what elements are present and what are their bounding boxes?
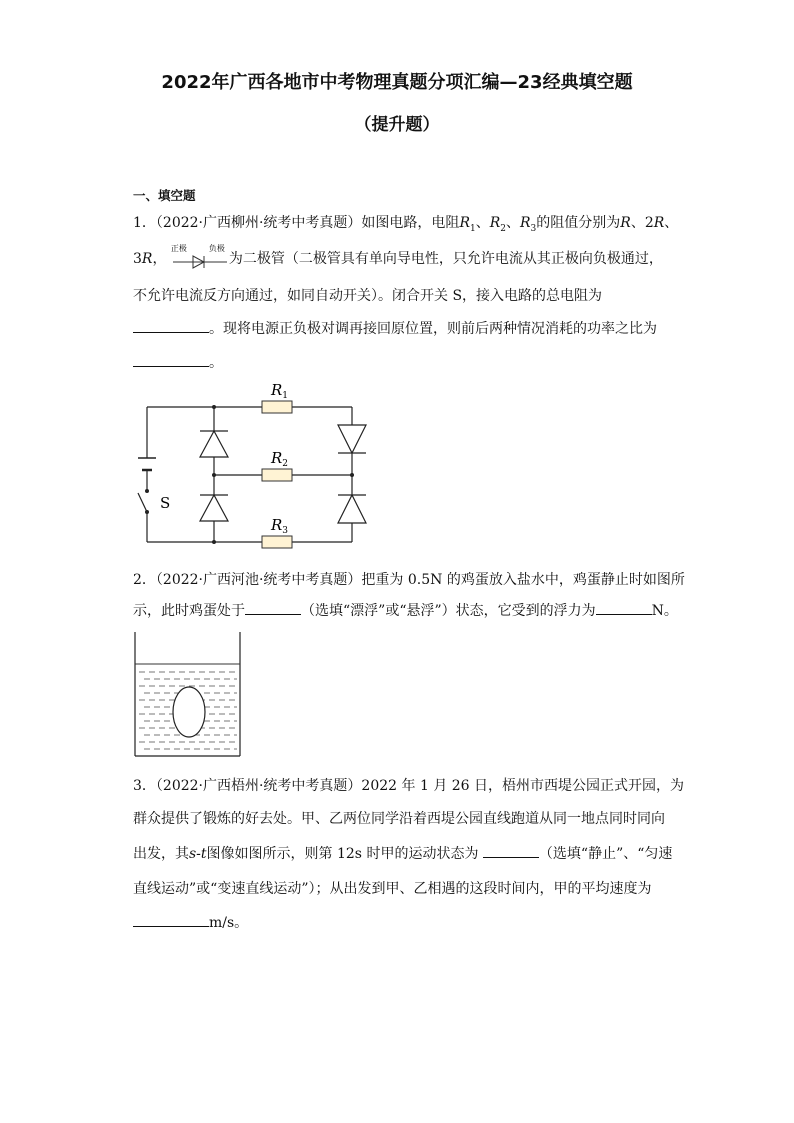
q1-line-2: 3R， 正极 负极 为二极管（二极管具有单向导电性，只允许电流从其正极向负极通过， [133,244,663,267]
q3-line-4: 直线运动”或“变速直线运动”）；从出发到甲、乙相遇的这段时间内，甲的平均速度为 [133,881,652,897]
q2-line-2: 示，此时鸡蛋处于 （选填“漂浮”或“悬浮”）状态，它受到的浮力为 N。 [133,600,678,620]
r3-label: $R_3$ [271,516,289,536]
q3-line-2: 群众提供了锻炼的好去处。甲、乙两位同学沿着西堤公园直线跑道从同一地点同时同向 [133,811,665,827]
q3-line-5: m/s。 [133,912,248,932]
answer-blank[interactable] [245,600,301,615]
answer-blank[interactable] [483,843,539,858]
switch-label: S [160,494,171,512]
r2-label: $R_2$ [271,449,289,469]
q1-line-5: 。 [133,352,223,372]
answer-blank[interactable] [596,600,652,615]
answer-blank[interactable] [133,912,209,927]
r1-label: $R_1$ [271,381,289,401]
q1-line-3: 不允许电流反方向通过，如同自动开关）。闭合开关 S，接入电路的总电阻为 [133,288,603,304]
q3-line-3: 出发，其s-t图像如图所示，则第 12s 时甲的运动状态为 （选填“静止”、“匀速 [133,843,672,863]
page-title: 2022年广西各地市中考物理真题分项汇编—23经典填空题 [161,72,633,93]
circuit-diagram [130,375,380,555]
q1-line-1: 1．（2022·广西柳州·统考中考真题）如图电路，电阻$R_1$、$R_2$、$R_3$的阻值分别为R、2R、 [133,215,679,234]
q1-line-4: 。现将电源正负极对调再接回原位置，则前后两种情况消耗的功率之比为 [133,318,657,338]
q3-line-1: 3．（2022·广西梧州·统考中考真题）2022 年 1 月 26 日，梧州市西堤公园正式开园，为 [133,778,685,794]
answer-blank[interactable] [133,318,209,333]
section-heading: 一、填空题 [133,188,196,203]
beaker-egg-figure [130,630,245,760]
q2-line-1: 2．（2022·广西河池·统考中考真题）把重为 0.5N 的鸡蛋放入盐水中，鸡蛋静止时如图所 [133,572,685,588]
diode-symbol-icon: 正极 负极 [171,249,229,269]
page-subtitle: （提升题） [354,115,440,135]
answer-blank[interactable] [133,352,209,367]
